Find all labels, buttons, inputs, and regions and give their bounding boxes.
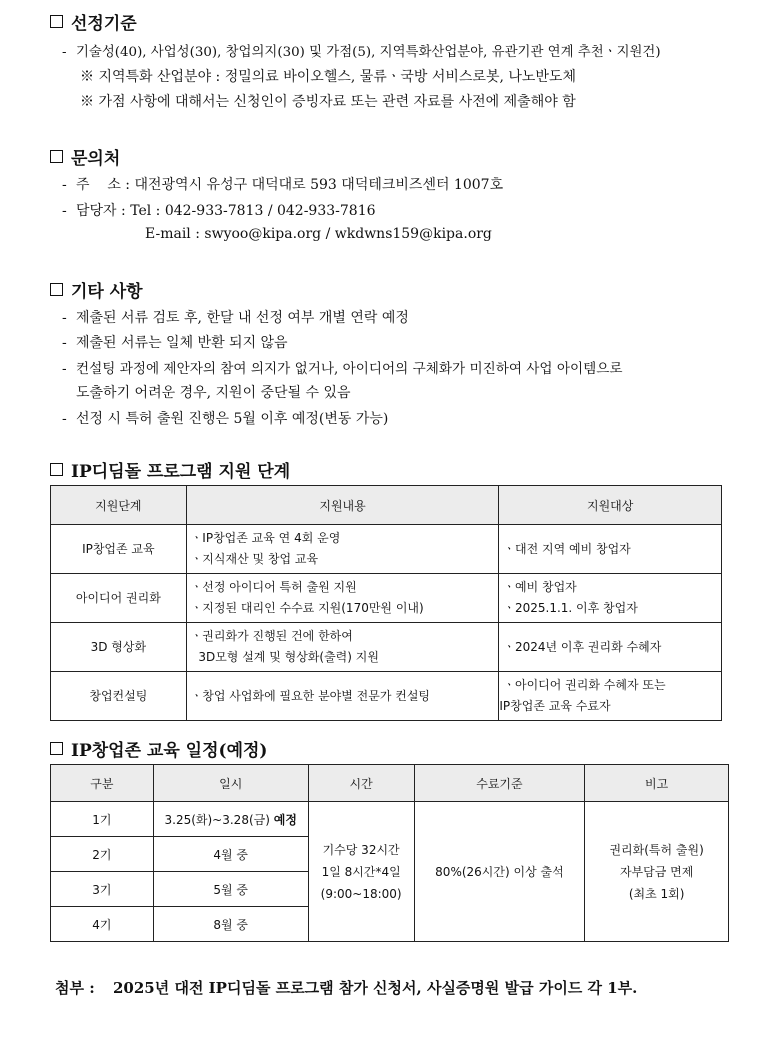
date-cell: 5월 중: [153, 872, 308, 907]
term-cell: 3기: [51, 872, 154, 907]
content-cell: ㆍ선정 아이디어 특허 출원 지원 ㆍ지정된 대리인 수수료 지원(170만원 이내): [186, 574, 499, 623]
misc-item: - 제출된 서류 검토 후, 한달 내 선정 여부 개별 연락 예정: [62, 310, 409, 326]
criteria-note-2: ※ 가점 사항에 대해서는 신청인이 증빙자료 또는 관련 자료를 사전에 제출해야 함: [80, 94, 576, 110]
table-row: [51, 672, 722, 721]
schedule-table: [50, 764, 729, 942]
table-header: 구분: [51, 765, 154, 802]
misc-item: - 컨설팅 과정에 제안자의 참여 의지가 없거나, 아이디어의 구체화가 미진하여 사업 아이템으로: [62, 361, 623, 377]
table-header: 지원대상: [499, 486, 722, 525]
table-header: 시간: [308, 765, 414, 802]
target-cell: ㆍ대전 지역 예비 창업자: [499, 525, 722, 574]
date-cell: 3.25(화)~3.28(금) 예정: [153, 802, 308, 837]
target-cell: ㆍ예비 창업자 ㆍ2025.1.1. 이후 창업자: [499, 574, 722, 623]
table-row: [51, 574, 722, 623]
target-cell: ㆍ2024년 이후 권리화 수혜자: [499, 623, 722, 672]
content-cell: ㆍ권리화가 진행된 건에 한하여 3D모형 설계 및 형상화(출력) 지원: [186, 623, 499, 672]
criteria-line: - 기술성(40), 사업성(30), 창업의지(30) 및 가점(5), 지역특화산업분야, 유관기관 연계 추천ㆍ지원건): [62, 45, 661, 60]
misc-item: - 제출된 서류는 일체 반환 되지 않음: [62, 335, 288, 351]
criteria-cell: 80%(26시간) 이상 출석: [414, 802, 585, 942]
table-header: 일시: [153, 765, 308, 802]
content-cell: ㆍIP창업존 교육 연 4회 운영 ㆍ지식재산 및 창업 교육: [186, 525, 499, 574]
checkbox-square-icon: [50, 463, 63, 476]
contact-email: E-mail : swyoo@kipa.org / wkdwns159@kipa.org: [145, 226, 492, 242]
stage-cell: 창업컨설팅: [51, 672, 187, 721]
criteria-note-1: ※ 지역특화 산업분야 : 정밀의료 바이오헬스, 물류ㆍ국방 서비스로봇, 나노반도체: [80, 69, 576, 85]
table-header-row: [51, 765, 729, 802]
term-cell: 4기: [51, 907, 154, 942]
table-header: 지원단계: [51, 486, 187, 525]
term-cell: 1기: [51, 802, 154, 837]
checkbox-square-icon: [50, 283, 63, 296]
misc-item: - 선정 시 특허 출원 진행은 5월 이후 예정(변동 가능): [62, 411, 389, 427]
target-cell: ㆍ아이디어 권리화 수혜자 또는 IP창업존 교육 수료자: [499, 672, 722, 721]
table-header: 지원내용: [186, 486, 499, 525]
checkbox-square-icon: [50, 742, 63, 755]
table-header: 비고: [585, 765, 729, 802]
term-cell: 2기: [51, 837, 154, 872]
section-misc-title: 기타 사항: [50, 277, 143, 302]
table-row: [51, 623, 722, 672]
section-schedule-title: IP창업존 교육 일정(예정): [50, 736, 267, 761]
section-criteria-title: 선정기준: [50, 9, 137, 34]
content-cell: ㆍ창업 사업화에 필요한 분야별 전문가 컨설팅: [186, 672, 499, 721]
misc-item-continued: 도출하기 어려운 경우, 지원이 중단될 수 있음: [76, 385, 351, 401]
note-cell: 권리화(특허 출원) 자부담금 면제 (최초 1회): [585, 802, 729, 942]
checkbox-square-icon: [50, 15, 63, 28]
table-row: [51, 525, 722, 574]
date-cell: 8월 중: [153, 907, 308, 942]
section-contact-title: 문의처: [50, 144, 120, 169]
table-header: 수료기준: [414, 765, 585, 802]
time-cell: 기수당 32시간 1일 8시간*4일 (9:00~18:00): [308, 802, 414, 942]
stage-cell: IP창업존 교육: [51, 525, 187, 574]
contact-address: - 주 소 : 대전광역시 유성구 대덕대로 593 대덕테크비즈센터 1007호: [62, 177, 504, 193]
support-table: [50, 485, 722, 721]
section-support-title: IP디딤돌 프로그램 지원 단계: [50, 457, 290, 482]
date-cell: 4월 중: [153, 837, 308, 872]
stage-cell: 3D 형상화: [51, 623, 187, 672]
table-row: [51, 802, 729, 837]
contact-tel: - 담당자 : Tel : 042-933-7813 / 042-933-7816: [62, 203, 376, 219]
checkbox-square-icon: [50, 150, 63, 163]
table-header-row: [51, 486, 722, 525]
stage-cell: 아이디어 권리화: [51, 574, 187, 623]
attachment-note: 첨부 : 2025년 대전 IP디딤돌 프로그램 참가 신청서, 사실증명원 발급 가이드 각 1부.: [55, 979, 638, 997]
